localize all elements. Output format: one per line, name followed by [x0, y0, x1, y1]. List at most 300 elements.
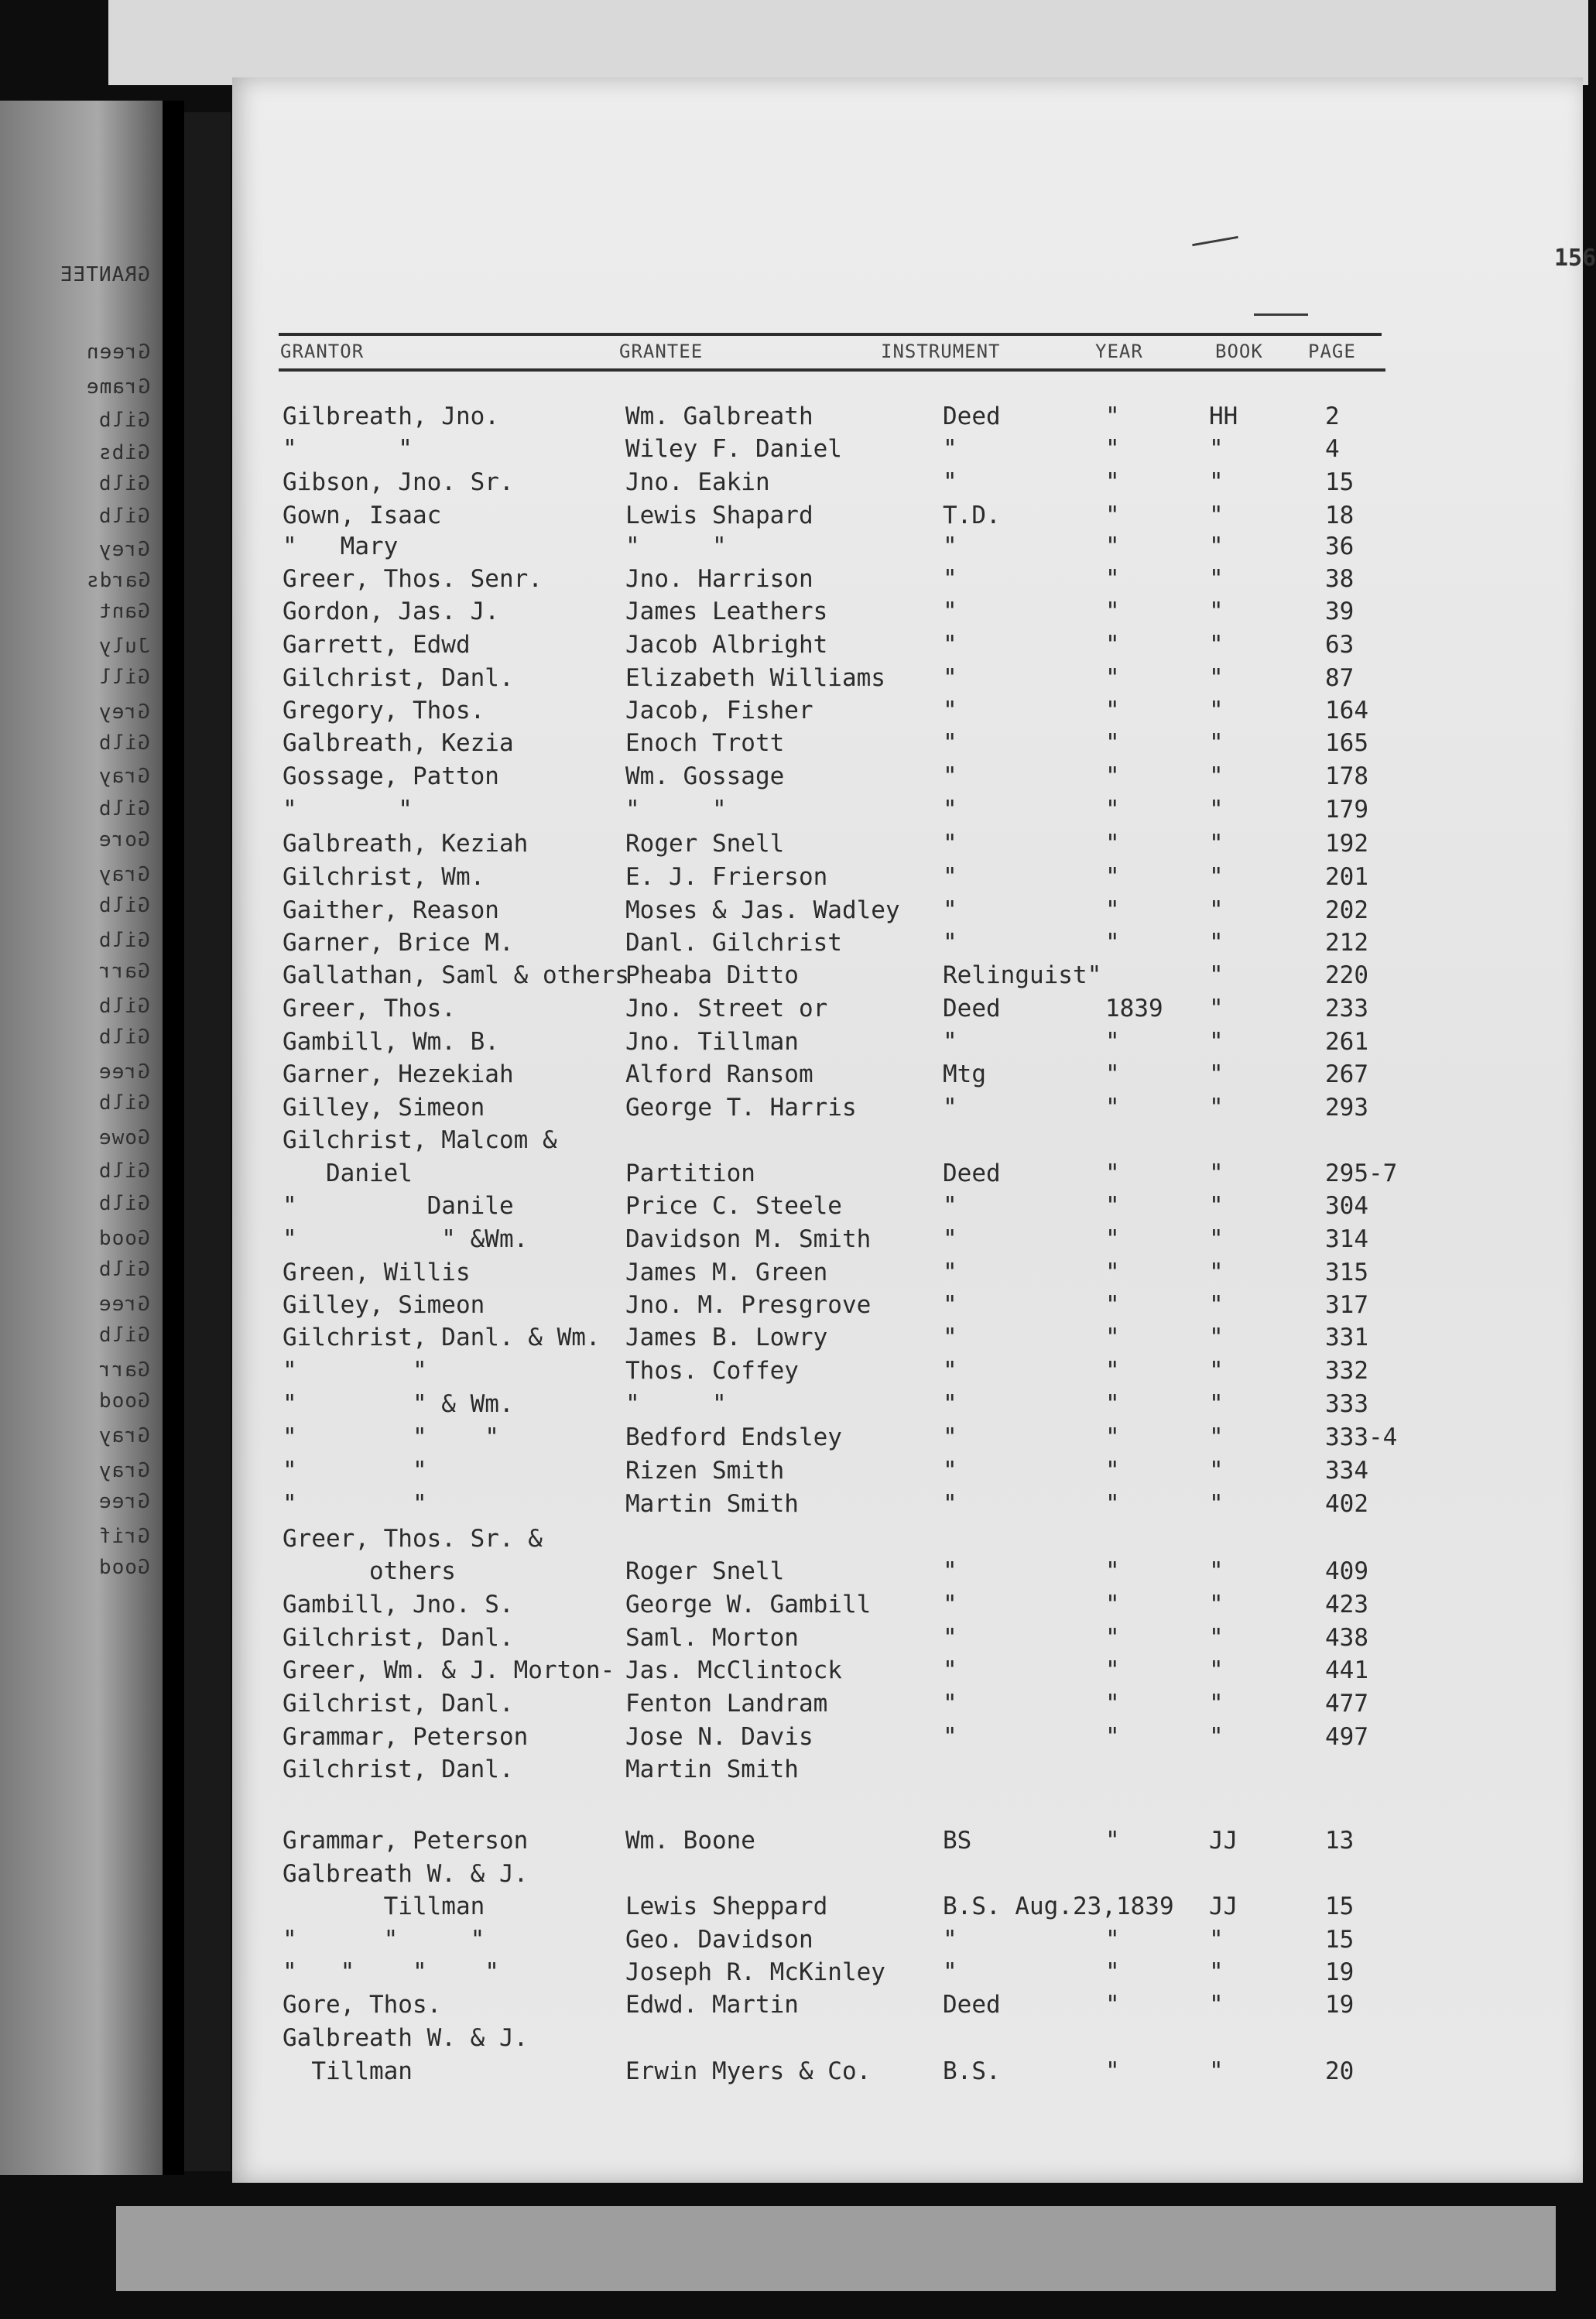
book-cell: " — [1209, 729, 1224, 757]
left-page-text: July — [98, 635, 150, 658]
grantor-cell: Gore, Thos. — [283, 1991, 442, 2019]
grantor-cell: Garrett, Edwd — [283, 631, 471, 659]
grantor-cell: Gilbreath, Jno. — [283, 402, 499, 430]
grantee-cell: Martin Smith — [625, 1490, 799, 1518]
grantee-cell: " " — [625, 796, 727, 824]
book-cell: " — [1209, 468, 1224, 496]
page-cell: 2 — [1325, 402, 1340, 430]
page-cell: 165 — [1325, 729, 1368, 757]
book-spine — [163, 101, 184, 2175]
page-cell: 315 — [1325, 1259, 1368, 1286]
grantor-cell: " " — [283, 1457, 427, 1485]
book-cell: " — [1209, 1423, 1224, 1451]
grantee-cell: Wm. Boone — [625, 1827, 755, 1855]
left-page-fragment — [0, 101, 163, 2175]
grantee-cell: Jno. Eakin — [625, 468, 770, 496]
instrument-cell: " — [943, 1490, 957, 1518]
grantee-cell: Jno. Tillman — [625, 1028, 799, 1056]
year-cell: " — [1105, 502, 1120, 529]
grantee-cell: James Leathers — [625, 598, 828, 625]
book-cell: " — [1209, 1291, 1224, 1319]
year-cell: " — [1105, 2057, 1120, 2085]
left-page-text: Garr — [98, 1358, 150, 1382]
year-cell: " — [1105, 435, 1120, 463]
book-cell: " — [1209, 1991, 1224, 2019]
left-page-text: Gibs — [98, 441, 150, 464]
grantor-cell: " " " " — [283, 1958, 499, 1986]
grantee-cell: Jacob Albright — [625, 631, 828, 659]
book-cell: " — [1209, 995, 1224, 1022]
instrument-cell: Deed — [943, 1991, 1001, 2019]
year-cell: " — [1105, 830, 1120, 858]
page-cell: 220 — [1325, 961, 1368, 989]
instrument-cell: " — [943, 896, 957, 924]
year-cell: " — [1105, 1656, 1120, 1684]
left-page-text: Grey — [98, 538, 150, 561]
grantor-cell: Greer, Thos. Sr. & — [283, 1525, 543, 1553]
grantee-cell: Moses & Jas. Wadley — [625, 896, 900, 924]
year-cell: " — [1105, 565, 1120, 593]
grantee-cell: Lewis Shapard — [625, 502, 813, 529]
grantee-cell: Elizabeth Williams — [625, 664, 885, 692]
grantor-cell: Gown, Isaac — [283, 502, 442, 529]
grantee-cell: Jno. Street or — [625, 995, 828, 1022]
grantor-cell: Gilchrist, Malcom & — [283, 1126, 557, 1154]
header-rule-bottom — [279, 368, 1385, 372]
page-cell: 402 — [1325, 1490, 1368, 1518]
instrument-cell: " — [943, 1028, 957, 1056]
instrument-cell: " — [943, 1390, 957, 1418]
year-cell: " — [1105, 1457, 1120, 1485]
grantor-cell: Garner, Hezekiah — [283, 1060, 514, 1088]
instrument-cell: " — [943, 1423, 957, 1451]
book-cell: " — [1209, 697, 1224, 724]
page-cell: 164 — [1325, 697, 1368, 724]
left-page-text: Gree — [98, 1293, 150, 1316]
page-cell: 179 — [1325, 796, 1368, 824]
grantor-cell: Gilchrist, Danl. — [283, 664, 514, 692]
book-cell: " — [1209, 830, 1224, 858]
grantor-cell: Gilley, Simeon — [283, 1094, 485, 1122]
grantee-cell: Wm. Gossage — [625, 762, 785, 790]
grantor-cell: " " — [283, 1490, 427, 1518]
year-cell: " — [1105, 1958, 1120, 1986]
instrument-cell: BS — [943, 1827, 972, 1855]
book-cell: " — [1209, 664, 1224, 692]
left-page-text: GRANTEE — [60, 263, 150, 286]
page-cell: 334 — [1325, 1457, 1368, 1485]
left-page-text: Good — [98, 1227, 150, 1250]
grantee-cell: Jno. M. Presgrove — [625, 1291, 872, 1319]
page-cell: 19 — [1325, 1991, 1355, 2019]
header-book: BOOK — [1215, 341, 1263, 362]
instrument-cell: Mtg — [943, 1060, 986, 1088]
instrument-cell: B.S. Aug.23,1839 — [943, 1893, 1174, 1920]
left-page-text: Gill — [98, 666, 150, 689]
grantee-cell: Danl. Gilchrist — [625, 929, 842, 957]
left-page-text: Gilb — [98, 1160, 150, 1183]
page-cell: 438 — [1325, 1624, 1368, 1652]
year-cell: " — [1105, 896, 1120, 924]
left-page-text: Gilb — [98, 505, 150, 528]
page-cell: 267 — [1325, 1060, 1368, 1088]
year-cell: " — [1105, 1192, 1120, 1220]
page-cell: 19 — [1325, 1958, 1355, 1986]
grantor-cell: Galbreath W. & J. — [283, 1860, 529, 1888]
book-cell: " — [1209, 1357, 1224, 1385]
instrument-cell: " — [943, 1225, 957, 1253]
year-cell: " — [1105, 664, 1120, 692]
page-cell: 38 — [1325, 565, 1355, 593]
grantor-cell: Grammar, Peterson — [283, 1827, 529, 1855]
left-page-text: Gilb — [98, 731, 150, 755]
page-cell: 18 — [1325, 502, 1355, 529]
year-cell: " — [1105, 533, 1120, 560]
grantor-cell: " " — [283, 1357, 427, 1385]
instrument-cell: " — [943, 929, 957, 957]
left-page-text: Gilb — [98, 995, 150, 1018]
left-page-text: Grey — [98, 700, 150, 724]
page-cell: 15 — [1325, 1926, 1355, 1954]
page-cell: 233 — [1325, 995, 1368, 1022]
book-cell: " — [1209, 1225, 1224, 1253]
grantor-cell: " " &Wm. — [283, 1225, 529, 1253]
left-page-text: Gilb — [98, 1026, 150, 1049]
book-cell: " — [1209, 863, 1224, 891]
instrument-cell: " — [943, 697, 957, 724]
year-cell: " — [1105, 729, 1120, 757]
grantee-cell: James B. Lowry — [625, 1324, 828, 1351]
grantee-cell: E. J. Frierson — [625, 863, 828, 891]
grantor-cell: Gilchrist, Danl. — [283, 1756, 514, 1783]
page-cell: 13 — [1325, 1827, 1355, 1855]
grantor-cell: Daniel — [283, 1160, 413, 1187]
book-cell: " — [1209, 961, 1224, 989]
left-page-text: Gore — [98, 828, 150, 851]
instrument-cell: " — [943, 1094, 957, 1122]
pencil-mark — [1254, 313, 1308, 316]
instrument-cell: Deed — [943, 995, 1001, 1022]
page-cell: 314 — [1325, 1225, 1368, 1253]
page-cell: 178 — [1325, 762, 1368, 790]
year-cell: " — [1105, 1624, 1120, 1652]
instrument-cell: " — [943, 729, 957, 757]
grantor-cell: Greer, Thos. — [283, 995, 456, 1022]
left-page-text: Gilb — [98, 472, 150, 495]
year-cell: " — [1105, 1690, 1120, 1718]
page-cell: 261 — [1325, 1028, 1368, 1056]
grantee-cell: Wiley F. Daniel — [625, 435, 842, 463]
grantor-cell: Greer, Thos. Senr. — [283, 565, 543, 593]
book-cell: " — [1209, 598, 1224, 625]
book-cell: " — [1209, 1490, 1224, 1518]
instrument-cell: T.D. — [943, 502, 1001, 529]
page-cell: 333 — [1325, 1390, 1368, 1418]
left-page-text: Gant — [98, 600, 150, 623]
instrument-cell: B.S. — [943, 2057, 1001, 2085]
left-page-text: Gray — [98, 765, 150, 788]
book-cell: " — [1209, 796, 1224, 824]
book-cell: " — [1209, 2057, 1224, 2085]
instrument-cell: " — [943, 1690, 957, 1718]
grantee-cell: Saml. Morton — [625, 1624, 799, 1652]
grantee-cell: Davidson M. Smith — [625, 1225, 872, 1253]
grantee-cell: James M. Green — [625, 1259, 828, 1286]
year-cell: " — [1105, 1259, 1120, 1286]
left-page-text: Gilb — [98, 1192, 150, 1215]
grantor-cell: Gambill, Jno. S. — [283, 1591, 514, 1619]
year-cell: " — [1105, 1490, 1120, 1518]
year-cell: " — [1105, 1357, 1120, 1385]
grantor-cell: " " & Wm. — [283, 1390, 514, 1418]
grantor-cell: Greer, Wm. & J. Morton- — [283, 1656, 615, 1684]
grantee-cell: Jacob, Fisher — [625, 697, 813, 724]
left-page-text: Green — [85, 341, 150, 364]
page-number: 156 — [1554, 245, 1596, 272]
left-page-text: Gilb — [98, 929, 150, 952]
grantee-cell: Enoch Trott — [625, 729, 785, 757]
grantee-cell: Price C. Steele — [625, 1192, 842, 1220]
book-cell: " — [1209, 1060, 1224, 1088]
book-cell: " — [1209, 1028, 1224, 1056]
instrument-cell: " — [943, 1259, 957, 1286]
book-cell: " — [1209, 502, 1224, 529]
page-cell: 293 — [1325, 1094, 1368, 1122]
book-cell: " — [1209, 1656, 1224, 1684]
page-cell: 39 — [1325, 598, 1355, 625]
instrument-cell: Deed — [943, 1160, 1001, 1187]
instrument-cell: " — [943, 598, 957, 625]
header-grantee: GRANTEE — [619, 341, 704, 362]
book-cell: JJ — [1209, 1827, 1238, 1855]
year-cell: " — [1105, 598, 1120, 625]
grantee-cell: Geo. Davidson — [625, 1926, 813, 1954]
grantee-cell: Fenton Landram — [625, 1690, 828, 1718]
instrument-cell: " — [943, 863, 957, 891]
grantor-cell: " " — [283, 796, 413, 824]
book-cell: " — [1209, 929, 1224, 957]
book-cell: " — [1209, 1192, 1224, 1220]
grantor-cell: Gibson, Jno. Sr. — [283, 468, 514, 496]
year-cell: " — [1105, 1225, 1120, 1253]
year-cell: " — [1105, 762, 1120, 790]
instrument-cell: " — [943, 830, 957, 858]
year-cell: " — [1105, 1160, 1120, 1187]
header-grantor: GRANTOR — [280, 341, 365, 362]
grantee-cell: Lewis Sheppard — [625, 1893, 828, 1920]
left-page-text: Gilb — [98, 1324, 150, 1347]
book-cell: " — [1209, 1557, 1224, 1585]
grantee-cell: Partition — [625, 1160, 755, 1187]
page-cell: 4 — [1325, 435, 1340, 463]
instrument-cell: " — [943, 1192, 957, 1220]
grantor-cell: " Danile — [283, 1192, 514, 1220]
year-cell: " — [1105, 1390, 1120, 1418]
page-cell: 304 — [1325, 1192, 1368, 1220]
year-cell: " — [1105, 929, 1120, 957]
left-page-text: Gilb — [98, 894, 150, 917]
left-page-text: Gards — [85, 569, 150, 592]
left-page-text: Gray — [98, 1424, 150, 1447]
grantor-cell: Gaither, Reason — [283, 896, 499, 924]
page-cell: 497 — [1325, 1723, 1368, 1751]
pencil-mark — [1192, 236, 1238, 246]
year-cell: " — [1105, 1060, 1120, 1088]
grantee-cell: Thos. Coffey — [625, 1357, 799, 1385]
instrument-cell: Deed — [943, 402, 1001, 430]
year-cell: " — [1105, 1423, 1120, 1451]
left-page-text: Gray — [98, 1459, 150, 1482]
page-cell: 212 — [1325, 929, 1368, 957]
left-page-text: Grif — [98, 1525, 150, 1548]
grantor-cell: Gregory, Thos. — [283, 697, 485, 724]
left-page-text: Garr — [98, 960, 150, 983]
page-cell: 332 — [1325, 1357, 1368, 1385]
grantee-cell: Pheaba Ditto — [625, 961, 799, 989]
book-cell: " — [1209, 1926, 1224, 1954]
year-cell: " — [1105, 1991, 1120, 2019]
grantor-cell: Gilchrist, Danl. — [283, 1690, 514, 1718]
year-cell: " — [1105, 1591, 1120, 1619]
header-instrument: INSTRUMENT — [881, 341, 1001, 362]
book-cell: " — [1209, 762, 1224, 790]
header-rule-top — [279, 333, 1382, 336]
grantor-cell: " " " — [283, 1423, 499, 1451]
grantor-cell: Gilchrist, Wm. — [283, 863, 485, 891]
page-cell: 202 — [1325, 896, 1368, 924]
book-cell: " — [1209, 631, 1224, 659]
grantee-cell: Jose N. Davis — [625, 1723, 813, 1751]
instrument-cell: " — [943, 1291, 957, 1319]
book-cell: " — [1209, 1160, 1224, 1187]
page-cell: 192 — [1325, 830, 1368, 858]
grantee-cell: Roger Snell — [625, 830, 785, 858]
grantee-cell: Roger Snell — [625, 1557, 785, 1585]
year-cell: " — [1105, 631, 1120, 659]
left-page-text: Gree — [98, 1490, 150, 1513]
grantee-cell: " " — [625, 1390, 727, 1418]
year-cell: " — [1105, 1827, 1120, 1855]
book-cell: " — [1209, 1259, 1224, 1286]
grantee-cell: Martin Smith — [625, 1756, 799, 1783]
grantor-cell: Gilchrist, Danl. — [283, 1624, 514, 1652]
instrument-cell: " — [943, 1357, 957, 1385]
instrument-cell: Relinguist" — [943, 961, 1102, 989]
grantee-cell: Jno. Harrison — [625, 565, 813, 593]
book-cell: " — [1209, 1723, 1224, 1751]
page-cell: 409 — [1325, 1557, 1368, 1585]
grantor-cell: Galbreath W. & J. — [283, 2024, 529, 2052]
grantor-cell: Galbreath, Keziah — [283, 830, 529, 858]
book-cell: " — [1209, 1690, 1224, 1718]
book-cell: " — [1209, 1958, 1224, 1986]
grantee-cell: Rizen Smith — [625, 1457, 785, 1485]
grantor-cell: Gilchrist, Danl. & Wm. — [283, 1324, 601, 1351]
page-gutter — [184, 112, 231, 2171]
page-cell: 317 — [1325, 1291, 1368, 1319]
grantee-cell: Joseph R. McKinley — [625, 1958, 885, 1986]
page-cell: 331 — [1325, 1324, 1368, 1351]
left-page-text: Gilb — [98, 1091, 150, 1115]
header-page: PAGE — [1308, 341, 1356, 362]
left-page-text: Gowe — [98, 1126, 150, 1149]
book-cell: " — [1209, 533, 1224, 560]
left-page-text: Gree — [98, 1060, 150, 1084]
grantee-cell: Jas. McClintock — [625, 1656, 842, 1684]
book-cell: " — [1209, 896, 1224, 924]
left-page-text: Good — [98, 1556, 150, 1579]
year-cell: " — [1105, 1094, 1120, 1122]
left-page-text: Gilb — [98, 797, 150, 820]
left-page-text: Good — [98, 1389, 150, 1413]
page-cell: 87 — [1325, 664, 1355, 692]
grantor-cell: Garner, Brice M. — [283, 929, 514, 957]
grantor-cell: Grammar, Peterson — [283, 1723, 529, 1751]
year-cell: " — [1105, 1291, 1120, 1319]
left-page-text: Grame — [85, 375, 150, 399]
film-border-top — [108, 0, 1588, 85]
instrument-cell: " — [943, 533, 957, 560]
instrument-cell: " — [943, 762, 957, 790]
instrument-cell: " — [943, 1926, 957, 1954]
book-cell: " — [1209, 1094, 1224, 1122]
grantor-cell: " " — [283, 435, 413, 463]
left-page-text: Gilb — [98, 1258, 150, 1281]
instrument-cell: " — [943, 565, 957, 593]
grantor-cell: " Mary — [283, 533, 399, 560]
page-cell: 477 — [1325, 1690, 1368, 1718]
year-cell: 1839 — [1105, 995, 1163, 1022]
ledger-page — [232, 77, 1596, 2183]
grantee-cell: Bedford Endsley — [625, 1423, 842, 1451]
page-cell: 63 — [1325, 631, 1355, 659]
grantor-cell: Gambill, Wm. B. — [283, 1028, 499, 1056]
grantor-cell: " " " — [283, 1926, 485, 1954]
book-cell: " — [1209, 1624, 1224, 1652]
grantee-cell: " " — [625, 533, 727, 560]
instrument-cell: " — [943, 796, 957, 824]
grantee-cell: Edwd. Martin — [625, 1991, 799, 2019]
instrument-cell: " — [943, 664, 957, 692]
page-cell: 441 — [1325, 1656, 1368, 1684]
grantee-cell: Erwin Myers & Co. — [625, 2057, 872, 2085]
page-cell: 295-7 — [1325, 1160, 1398, 1187]
page-cell: 15 — [1325, 468, 1355, 496]
instrument-cell: " — [943, 631, 957, 659]
book-cell: " — [1209, 435, 1224, 463]
year-cell: " — [1105, 1557, 1120, 1585]
page-cell: 423 — [1325, 1591, 1368, 1619]
book-cell: " — [1209, 1457, 1224, 1485]
year-cell: " — [1105, 1028, 1120, 1056]
grantee-cell: Wm. Galbreath — [625, 402, 813, 430]
grantee-cell: Alford Ransom — [625, 1060, 813, 1088]
instrument-cell: " — [943, 1958, 957, 1986]
grantor-cell: Tillman — [283, 2057, 413, 2085]
page-cell: 333-4 — [1325, 1423, 1398, 1451]
year-cell: " — [1105, 1324, 1120, 1351]
header-year: YEAR — [1095, 341, 1143, 362]
page-cell: 36 — [1325, 533, 1355, 560]
instrument-cell: " — [943, 468, 957, 496]
instrument-cell: " — [943, 1457, 957, 1485]
year-cell: " — [1105, 1926, 1120, 1954]
left-page-text: Gray — [98, 863, 150, 886]
book-cell: " — [1209, 565, 1224, 593]
instrument-cell: " — [943, 1723, 957, 1751]
grantor-cell: Green, Willis — [283, 1259, 471, 1286]
year-cell: " — [1105, 697, 1120, 724]
